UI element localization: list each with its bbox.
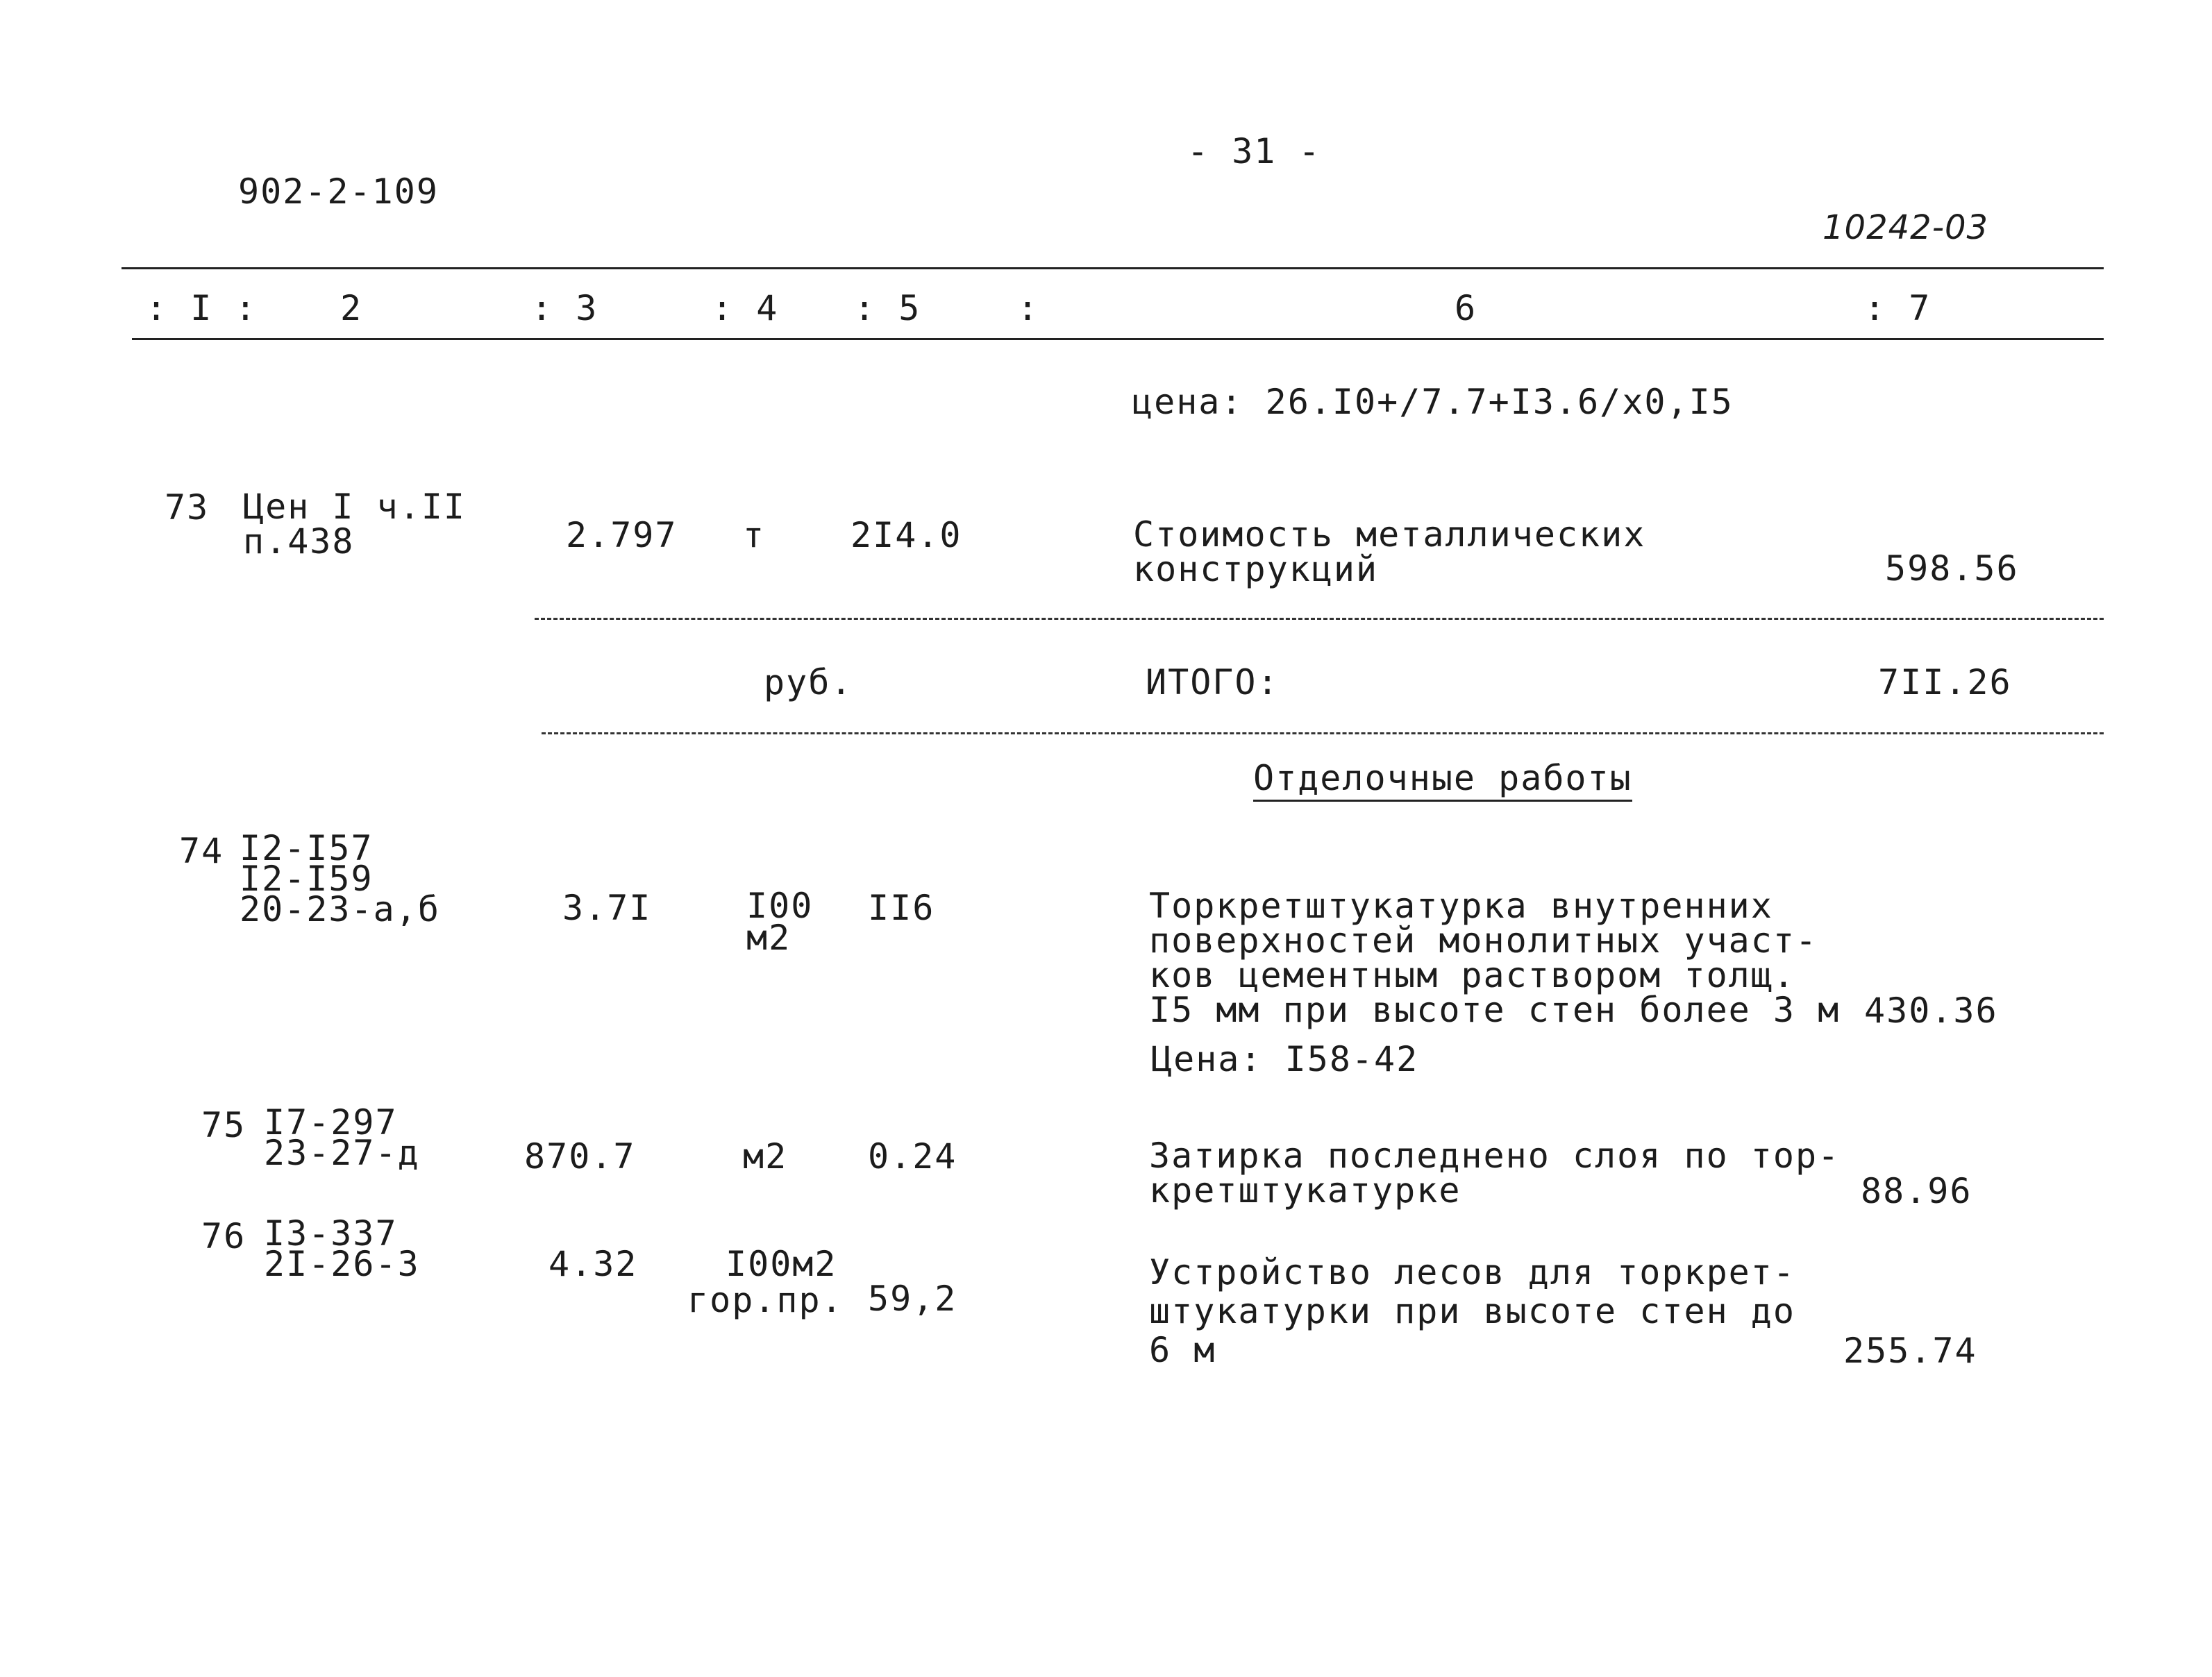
row-number: 75 bbox=[201, 1105, 246, 1145]
subtotal-unit: руб. bbox=[764, 662, 853, 702]
row-unit: I00 м2 bbox=[746, 886, 814, 958]
row-unit: т bbox=[743, 515, 766, 555]
row-quantity: 870.7 bbox=[524, 1136, 636, 1177]
row-total: 430.36 bbox=[1864, 991, 1998, 1031]
row-unit-price: II6 bbox=[868, 888, 935, 928]
row-code: I7-297 23-27-д bbox=[264, 1102, 420, 1173]
col-header-4: : 4 bbox=[712, 288, 779, 328]
col-header-7: : 7 bbox=[1864, 288, 1932, 328]
col-header-5: : 5 bbox=[854, 288, 921, 328]
row-unit-price: 0.24 bbox=[868, 1136, 957, 1177]
row-code: Цен I ч.II п.438 bbox=[243, 487, 467, 562]
dashed-divider bbox=[542, 732, 2104, 734]
row-unit-price: 2I4.0 bbox=[851, 515, 962, 555]
row-quantity: 4.32 bbox=[548, 1244, 638, 1284]
row-description: Стоимость металлических конструкций bbox=[1133, 514, 1646, 589]
col-header-1: : I : bbox=[146, 288, 258, 328]
document-code: 902-2-109 bbox=[238, 171, 439, 212]
row-quantity: 2.797 bbox=[566, 515, 678, 555]
header-rule bbox=[132, 338, 2104, 340]
row-price-note: Цена: I58-42 bbox=[1151, 1039, 1419, 1079]
row-total: 598.56 bbox=[1885, 548, 2019, 589]
row-description: Устройство лесов для торкрет- штукатурки при высоте стен до 6 м bbox=[1149, 1252, 1795, 1370]
subtotal-label: ИТОГО: bbox=[1146, 662, 1280, 702]
row-unit: I00м2 гор.пр. bbox=[687, 1244, 844, 1320]
col-header-2: 2 bbox=[340, 288, 363, 328]
row-total: 88.96 bbox=[1861, 1171, 1972, 1211]
row-number: 74 bbox=[179, 831, 224, 871]
col-header-6: 6 bbox=[1455, 288, 1477, 328]
price-formula: цена: 26.I0+/7.7+I3.6/x0,I5 bbox=[1132, 382, 1734, 422]
row-quantity: 3.7I bbox=[562, 888, 652, 928]
row-number: 76 bbox=[201, 1216, 246, 1256]
row-number: 73 bbox=[165, 487, 210, 528]
row-unit-price: 59,2 bbox=[868, 1279, 957, 1319]
row-code: I2-I57 I2-I59 20-23-а,б bbox=[240, 828, 440, 929]
row-description: Торкретштукатурка внутренних поверхностей монолитных участ- ков цементным раствором толщ. I5 мм при высоте стен более 3 м bbox=[1149, 886, 1841, 1030]
row-code: I3-337 2I-26-3 bbox=[264, 1213, 420, 1284]
subtotal-total: 7II.26 bbox=[1878, 662, 2012, 702]
section-title: Отделочные работы bbox=[1253, 760, 1632, 796]
col-header-3: : 3 bbox=[531, 288, 598, 328]
row-description: Затирка последнено слоя по тор- кретштукатурке bbox=[1149, 1136, 1841, 1211]
row-unit: м2 bbox=[743, 1136, 788, 1177]
page-number: - 31 - bbox=[1187, 131, 1321, 171]
row-total: 255.74 bbox=[1843, 1331, 1977, 1371]
dashed-divider bbox=[535, 618, 2104, 620]
col-header-separator: : bbox=[1017, 288, 1040, 328]
top-rule bbox=[122, 267, 2104, 269]
archive-stamp: 10242-03 bbox=[1823, 208, 1989, 247]
